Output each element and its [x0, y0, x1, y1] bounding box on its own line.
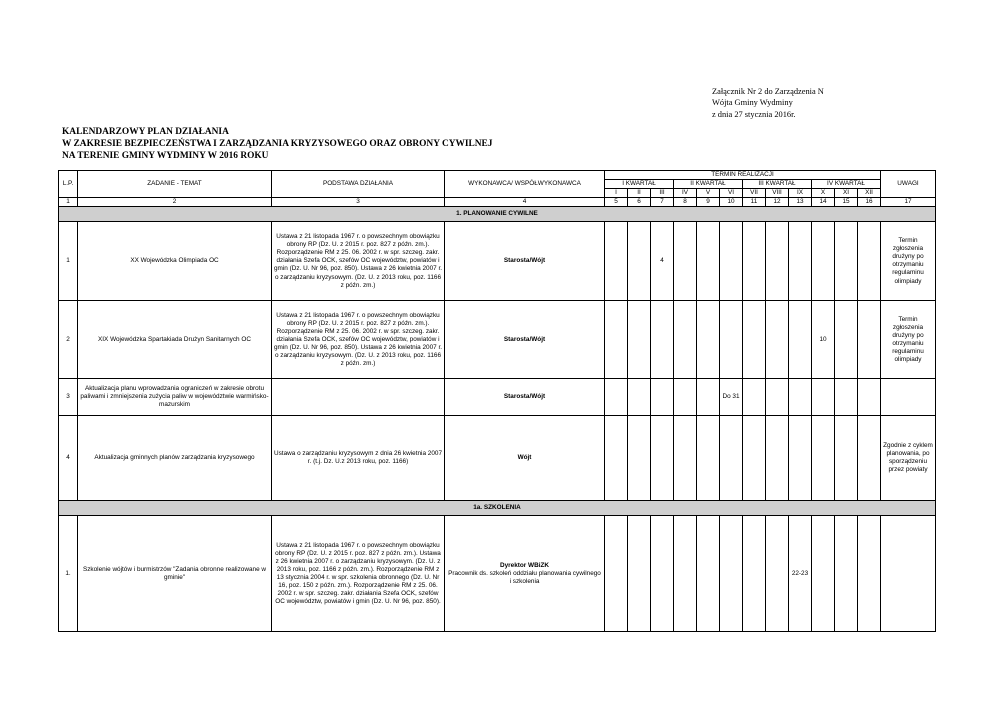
month-cell — [835, 379, 858, 416]
table-row — [59, 516, 936, 632]
month-cell — [766, 379, 789, 416]
month-cell — [835, 222, 858, 301]
row-executor — [445, 516, 605, 632]
row-task: Szkolenie wójtów i burmistrzów "Zadania obronne realizowane w gminie" — [78, 516, 272, 632]
month-cell — [651, 416, 674, 501]
column-number: 16 — [858, 198, 881, 207]
column-number: 2 — [78, 198, 272, 207]
header-month: XI — [835, 189, 858, 198]
column-number: 1 — [59, 198, 78, 207]
row-task: XX Wojewódzka Olimpiada OC — [78, 222, 272, 301]
month-cell — [605, 379, 628, 416]
section-title: 1. PLANOWANIE CYWILNE — [59, 207, 936, 222]
row-task: Aktualizacja gminnych planów zarządzania kryzysowego — [78, 416, 272, 501]
month-cell — [651, 516, 674, 632]
row-lp: 1. — [59, 516, 78, 632]
header-quarter: II KWARTAŁ — [674, 180, 743, 189]
header-quarter: III KWARTAŁ — [743, 180, 812, 189]
row-executor: Wójt — [445, 416, 605, 501]
annex-line: z dnia 27 stycznia 2016r. — [712, 109, 796, 119]
month-cell: 22-23 — [789, 516, 812, 632]
month-cell — [674, 416, 697, 501]
month-cell — [835, 301, 858, 379]
month-cell — [835, 516, 858, 632]
row-basis: Ustawa z 21 listopada 1967 r. o powszechnym obowiązku obrony RP (Dz. U. z 2015 r. poz. 827 z późn. zm.). Rozporządzenie RM z 25. 06. 2002 r. w spr. szczeg. zakr. działania Szefa OCK, szefów OC województw, powiatów i gmin (Dz. U. Nr 96, poz. 850). Ustawa z 26 kwietnia 2007 r. o zarządzaniu kryzysowym. (Dz. U. z 2013 roku, poz. 1166 z późn. zm.) — [272, 301, 445, 379]
header-month: VI — [720, 189, 743, 198]
annex-line: Wójta Gminy Wydminy — [712, 98, 793, 108]
month-cell — [789, 222, 812, 301]
header-basis: PODSTAWA DZIAŁANIA — [272, 171, 445, 198]
month-cell: Do 31 — [720, 379, 743, 416]
title-line: KALENDARZOWY PLAN DZIAŁANIA — [62, 127, 229, 137]
column-number: 8 — [674, 198, 697, 207]
column-number: 7 — [651, 198, 674, 207]
month-cell — [743, 416, 766, 501]
column-number: 11 — [743, 198, 766, 207]
column-number: 10 — [720, 198, 743, 207]
month-cell — [697, 516, 720, 632]
row-notes: Termin zgłoszenia drużyny po otrzymaniu regulaminu olimpiady — [881, 301, 936, 379]
row-notes: Termin zgłoszenia drużyny po otrzymaniu regulaminu olimpiady — [881, 222, 936, 301]
month-cell — [858, 222, 881, 301]
month-cell — [858, 379, 881, 416]
month-cell — [812, 516, 835, 632]
month-cell — [789, 301, 812, 379]
header-month: X — [812, 189, 835, 198]
header-month: III — [651, 189, 674, 198]
row-notes: Zgodnie z cyklem planowania, po sporządzeniu przez powiaty — [881, 416, 936, 501]
column-number: 13 — [789, 198, 812, 207]
month-cell — [697, 301, 720, 379]
row-task: Aktualizacja planu wprowadzania ograniczeń w zakresie obrotu paliwami i zmniejszenia zużycia paliw w województwie warmińsko-mazurskim — [78, 379, 272, 416]
month-cell — [812, 379, 835, 416]
month-cell — [858, 301, 881, 379]
month-cell — [628, 222, 651, 301]
month-cell — [628, 379, 651, 416]
month-cell — [766, 222, 789, 301]
table-row — [59, 416, 936, 501]
section-row — [59, 207, 936, 222]
column-number: 14 — [812, 198, 835, 207]
month-cell — [720, 222, 743, 301]
month-cell — [720, 516, 743, 632]
month-cell — [605, 516, 628, 632]
month-cell — [858, 516, 881, 632]
column-number: 15 — [835, 198, 858, 207]
month-cell — [628, 301, 651, 379]
column-numbers-row — [59, 198, 936, 207]
month-cell — [697, 416, 720, 501]
row-lp: 4 — [59, 416, 78, 501]
row-basis: Ustawa o zarządzaniu kryzysowym z dnia 26 kwietnia 2007 r. (t.j. Dz. U.z 2013 roku, poz. 1166) — [272, 416, 445, 501]
row-task: XIX Wojewódzka Spartakiada Drużyn Sanitarnych OC — [78, 301, 272, 379]
row-executor: Starosta/Wójt — [445, 379, 605, 416]
table-row — [59, 301, 936, 379]
row-lp: 3 — [59, 379, 78, 416]
header-month: IV — [674, 189, 697, 198]
header-lp: L.P. — [59, 171, 78, 198]
month-cell — [835, 416, 858, 501]
month-cell — [674, 379, 697, 416]
executor-secondary: Pracownik ds. szkoleń oddziału planowania cywilnego i szkolenia — [448, 569, 601, 585]
month-cell — [628, 416, 651, 501]
row-notes — [881, 379, 936, 416]
section-title: 1a. SZKOLENIA — [59, 501, 936, 516]
header-month: VII — [743, 189, 766, 198]
header-month: I — [605, 189, 628, 198]
month-cell — [743, 379, 766, 416]
row-basis — [272, 379, 445, 416]
month-cell — [651, 301, 674, 379]
month-cell — [651, 379, 674, 416]
plan-table — [58, 170, 936, 632]
month-cell — [628, 516, 651, 632]
column-number: 17 — [881, 198, 936, 207]
column-number: 12 — [766, 198, 789, 207]
month-cell: 4 — [651, 222, 674, 301]
header-notes: UWAGI — [881, 171, 936, 198]
month-cell — [674, 222, 697, 301]
table-row — [59, 222, 936, 301]
month-cell — [720, 301, 743, 379]
header-month: VIII — [766, 189, 789, 198]
title-line: W ZAKRESIE BEZPIECZEŃSTWA I ZARZĄDZANIA KRYZYSOWEGO ORAZ OBRONY CYWILNEJ — [62, 139, 493, 149]
month-cell — [766, 416, 789, 501]
document-title — [62, 126, 662, 162]
month-cell — [697, 222, 720, 301]
month-cell — [812, 222, 835, 301]
header-task: ZADANIE - TEMAT — [78, 171, 272, 198]
month-cell: 10 — [812, 301, 835, 379]
month-cell — [605, 416, 628, 501]
month-cell — [674, 301, 697, 379]
header-month: XII — [858, 189, 881, 198]
month-cell — [766, 516, 789, 632]
data-rows — [59, 222, 936, 501]
section-row — [59, 501, 936, 516]
header-term: TERMIN REALIZACJI — [605, 171, 881, 180]
month-cell — [674, 516, 697, 632]
month-cell — [743, 301, 766, 379]
month-cell — [605, 222, 628, 301]
month-cell — [789, 416, 812, 501]
header-executor: WYKONAWCA/ WSPÓŁWYKONAWCA — [445, 171, 605, 198]
month-cell — [858, 416, 881, 501]
month-cell — [720, 416, 743, 501]
title-line: NA TERENIE GMINY WYDMINY W 2016 ROKU — [62, 151, 269, 161]
row-notes — [881, 516, 936, 632]
month-cell — [697, 379, 720, 416]
header-quarter: I KWARTAŁ — [605, 180, 674, 189]
month-cell — [743, 222, 766, 301]
annex-note — [712, 86, 962, 120]
row-basis: Ustawa z 21 listopada 1967 r. o powszechnym obowiązku obrony RP (Dz. U. z 2015 r. poz. 827 z późn. zm.). Rozporządzenie RM z 25. 06. 2002 r. w spr. szczeg. zakr. działania Szefa OCK, szefów OC województw, powiatów i gmin (Dz. U. Nr 96, poz. 850). Ustawa z 26 kwietnia 2007 r. o zarządzaniu kryzysowym. (Dz. U. z 2013 roku, poz. 1166 z późn. zm.) — [272, 222, 445, 301]
month-cell — [743, 516, 766, 632]
row-lp: 1 — [59, 222, 78, 301]
header-month: V — [697, 189, 720, 198]
month-cell — [789, 379, 812, 416]
row-lp: 2 — [59, 301, 78, 379]
row-executor: Starosta/Wójt — [445, 301, 605, 379]
month-cell — [812, 416, 835, 501]
executor-primary: Dyrektor WBiZK — [499, 561, 549, 569]
column-number: 4 — [445, 198, 605, 207]
header-quarter: IV KWARTAŁ — [812, 180, 881, 189]
column-number: 3 — [272, 198, 445, 207]
header-row — [59, 171, 936, 180]
column-number: 6 — [628, 198, 651, 207]
row-basis: Ustawa z 21 listopada 1967 r. o powszechnym obowiązku obrony RP (Dz. U. z 2015 r. poz. 827 z późn. zm.). Ustawa z 26 kwietnia 2007 r. o zarządzaniu kryzysowym. (Dz. U. z 2013 roku, poz. 1166 z późn. zm.). Rozporządzenie RM z 13 stycznia 2004 r. w spr. szkolenia obronnego (Dz. U. Nr 16, poz. 150 z późn. zm.). Rozporządzenie RM z 25. 06. 2002 r. w spr. szczeg. zakr. działania Szefa OCK, szefów OC województw, powiatów i gmin (Dz. U. Nr 96, poz. 850). — [272, 516, 445, 632]
month-cell — [766, 301, 789, 379]
header-month: II — [628, 189, 651, 198]
month-cell — [605, 301, 628, 379]
annex-line: Załącznik Nr 2 do Zarządzenia N — [712, 87, 824, 96]
row-executor: Starosta/Wójt — [445, 222, 605, 301]
column-number: 5 — [605, 198, 628, 207]
table-row — [59, 379, 936, 416]
header-month: IX — [789, 189, 812, 198]
column-number: 9 — [697, 198, 720, 207]
